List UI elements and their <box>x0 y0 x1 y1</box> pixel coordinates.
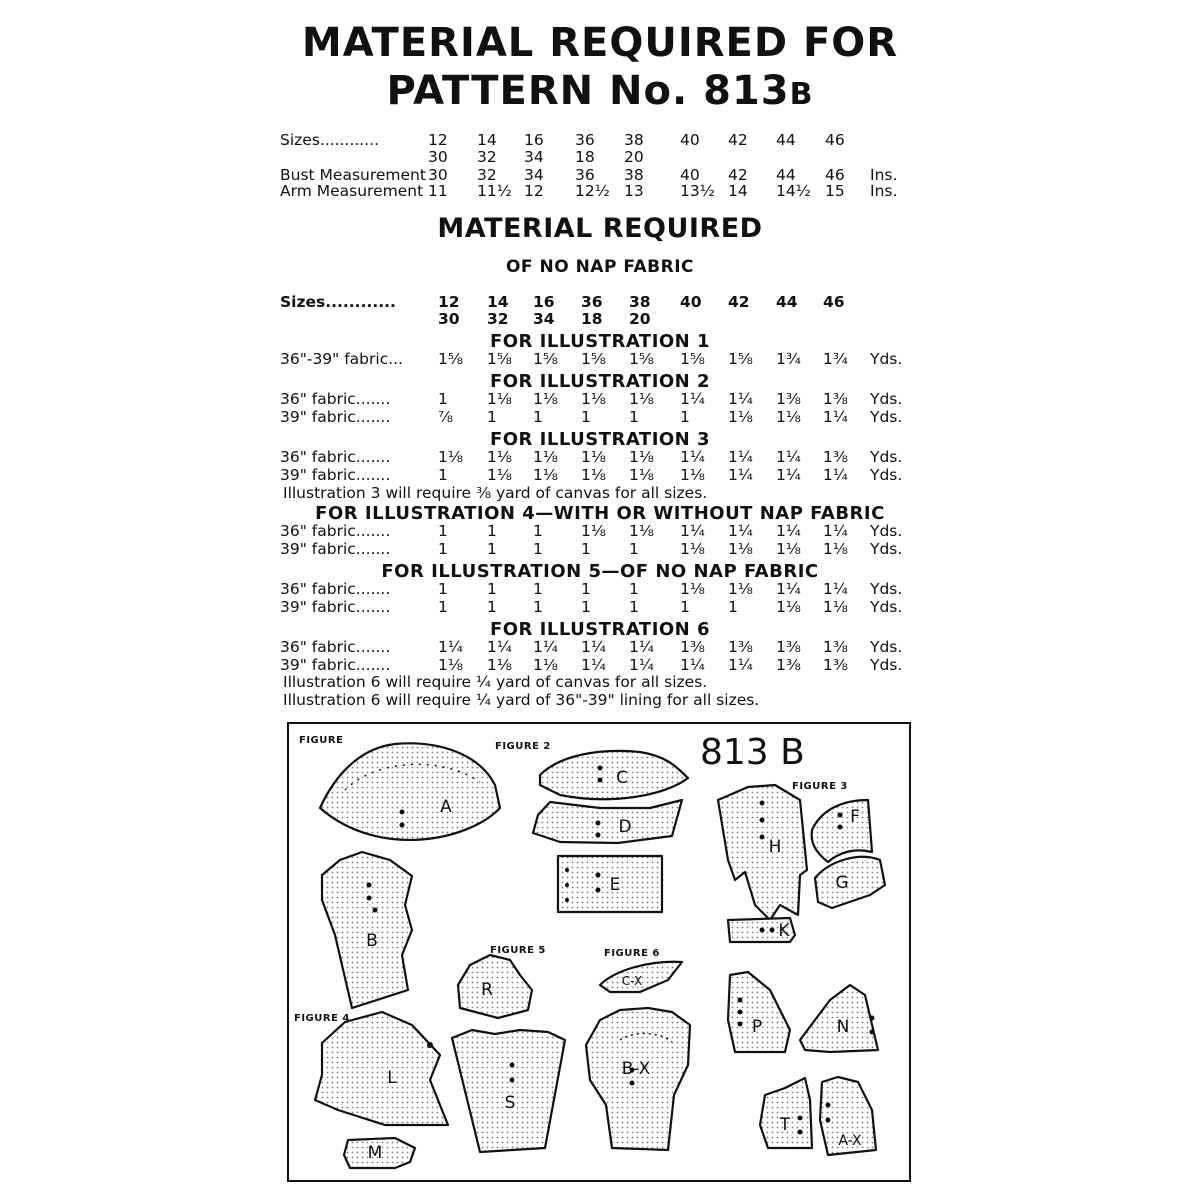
illustration-3-fabric-row-cell: 1⅛ <box>629 466 654 484</box>
piece-label-m: M <box>367 1143 383 1163</box>
piece-label-d: D <box>618 817 632 837</box>
illustration-1-fabric-row-unit: Yds. <box>870 350 903 368</box>
illustration-1-fabric-row-cell: 1⅝ <box>581 350 606 368</box>
illustration-5-fabric-row-label: 36" fabric....... <box>280 580 391 598</box>
bust-measurement-row-cell: 46 <box>825 166 845 184</box>
illustration-3-heading: FOR ILLUSTRATION 3 <box>489 429 711 450</box>
sizes-row-second-cell: 20 <box>624 148 644 166</box>
material-sizes-row-cell: 14 <box>487 293 509 311</box>
piece-label-g: G <box>835 873 849 893</box>
illustration-4-fabric-row-cell: 1¼ <box>823 522 848 540</box>
illustration-2-fabric-row-label: 36" fabric....... <box>280 390 391 408</box>
material-sizes-row-cell: 12 <box>438 293 460 311</box>
sizes-row-cell: 38 <box>624 131 644 149</box>
illustration-5-fabric-row-cell: 1 <box>487 580 497 598</box>
illustration-2-fabric-row-cell: 1⅛ <box>629 390 654 408</box>
piece-r <box>458 955 532 1018</box>
sizes-row-cell: 14 <box>477 131 497 149</box>
piece-label-c-x: C-X <box>621 974 643 988</box>
illustration-2-fabric-row-cell: 1⅛ <box>728 408 753 426</box>
illustration-6-fabric-row-cell: 1⅛ <box>487 656 512 674</box>
illustration-6-fabric-row-cell: 1⅜ <box>776 638 801 656</box>
material-sizes-row-cell: 16 <box>533 293 555 311</box>
illustration-4-fabric-row-cell: 1 <box>438 522 448 540</box>
bust-measurement-row-unit: Ins. <box>870 166 898 184</box>
material-sizes-row-cell: 46 <box>823 293 845 311</box>
illustration-3-fabric-row-cell: 1⅛ <box>438 448 463 466</box>
piece-c <box>540 751 688 799</box>
piece-label-t: T <box>779 1115 791 1135</box>
figure-label-6: FIGURE 6 <box>604 948 660 959</box>
illustration-3-note: Illustration 3 will require ⅜ yard of canvas for all sizes. <box>283 484 708 502</box>
illustration-2-fabric-row-cell: 1¼ <box>823 408 848 426</box>
piece-g <box>815 857 885 908</box>
material-subheading: OF NO NAP FABRIC <box>505 257 694 277</box>
page-title-line1: MATERIAL REQUIRED FOR <box>301 20 899 66</box>
illustration-2-fabric-row-cell: 1 <box>438 390 448 408</box>
illustration-3-fabric-row-label: 39" fabric....... <box>280 466 391 484</box>
illustration-5-fabric-row-cell: 1¼ <box>776 580 801 598</box>
illustration-4-fabric-row-cell: 1¼ <box>728 522 753 540</box>
illustration-2-fabric-row-cell: 1⅛ <box>581 390 606 408</box>
illustration-6-heading: FOR ILLUSTRATION 6 <box>489 619 711 640</box>
illustration-4-fabric-row-cell: 1 <box>438 540 448 558</box>
illustration-2-fabric-row-cell: 1 <box>487 408 497 426</box>
illustration-6-fabric-row-cell: 1⅜ <box>728 638 753 656</box>
illustration-5-fabric-row-cell: 1 <box>728 598 738 616</box>
bust-measurement-row-cell: 34 <box>524 166 544 184</box>
illustration-6-fabric-row-cell: 1⅜ <box>823 638 848 656</box>
illustration-2-fabric-row-cell: 1¼ <box>680 390 705 408</box>
arm-measurement-row-cell: 13 <box>624 182 644 200</box>
material-sizes-row-cell: 38 <box>629 293 651 311</box>
illustration-5-fabric-row-cell: 1⅛ <box>776 598 801 616</box>
illustration-6-fabric-row-unit: Yds. <box>870 638 903 656</box>
illustration-5-fabric-row-unit: Yds. <box>870 598 903 616</box>
illustration-4-fabric-row-unit: Yds. <box>870 522 903 540</box>
illustration-1-fabric-row-label: 36"-39" fabric... <box>280 350 404 368</box>
illustration-6-note: Illustration 6 will require ¼ yard of 36"-39" lining for all sizes. <box>283 691 760 709</box>
material-sizes-row-second-cell: 18 <box>581 310 603 328</box>
material-sizes-row-cell: 44 <box>776 293 798 311</box>
sizes-row-cell: 36 <box>575 131 595 149</box>
bust-measurement-row-label: Bust Measurement <box>280 166 426 184</box>
sizes-row-cell: 12 <box>428 131 448 149</box>
illustration-5-fabric-row-cell: 1 <box>438 598 448 616</box>
illustration-3-fabric-row-cell: 1⅛ <box>680 466 705 484</box>
illustration-1-fabric-row-cell: 1⅝ <box>487 350 512 368</box>
figure-label-5: FIGURE 5 <box>490 945 546 956</box>
illustration-6-fabric-row-unit: Yds. <box>870 656 903 674</box>
arm-measurement-row-cell: 14½ <box>776 182 811 200</box>
illustration-3-fabric-row-cell: 1 <box>438 466 448 484</box>
illustration-6-fabric-row-cell: 1⅛ <box>438 656 463 674</box>
figure-label-1: FIGURE <box>299 735 344 746</box>
illustration-6-fabric-row-cell: 1¼ <box>581 656 606 674</box>
illustration-3-fabric-row-cell: 1¼ <box>680 448 705 466</box>
illustration-2-fabric-row-cell: 1⅛ <box>533 390 558 408</box>
illustration-2-fabric-row-cell: 1⅛ <box>487 390 512 408</box>
sizes-row-cell: 44 <box>776 131 796 149</box>
illustration-6-fabric-row-cell: 1¼ <box>533 638 558 656</box>
illustration-2-fabric-row-cell: 1⅜ <box>776 390 801 408</box>
illustration-2-fabric-row-cell: 1 <box>533 408 543 426</box>
illustration-2-fabric-row-unit: Yds. <box>870 408 903 426</box>
piece-label-l: L <box>387 1068 397 1088</box>
illustration-1-fabric-row-cell: 1⅝ <box>680 350 705 368</box>
figure-label-2: FIGURE 2 <box>495 741 551 752</box>
arm-measurement-row-cell: 15 <box>825 182 845 200</box>
illustration-3-fabric-row-cell: 1⅛ <box>581 448 606 466</box>
sizes-row-cell: 46 <box>825 131 845 149</box>
illustration-4-fabric-row-cell: 1⅛ <box>581 522 606 540</box>
piece-label-p: P <box>751 1017 763 1037</box>
illustration-2-fabric-row-cell: 1 <box>680 408 690 426</box>
illustration-5-fabric-row-cell: 1⅛ <box>823 598 848 616</box>
illustration-4-fabric-row-cell: 1 <box>487 522 497 540</box>
illustration-6-fabric-row-cell: 1⅛ <box>533 656 558 674</box>
illustration-5-fabric-row-cell: 1⅛ <box>728 580 753 598</box>
piece-l <box>315 1012 448 1125</box>
bust-measurement-row-cell: 38 <box>624 166 644 184</box>
illustration-5-fabric-row-cell: 1 <box>581 598 591 616</box>
bust-measurement-row-cell: 44 <box>776 166 796 184</box>
piece-label-e: E <box>609 875 621 895</box>
material-sizes-row-cell: 40 <box>680 293 702 311</box>
illustration-5-fabric-row-cell: 1 <box>629 580 639 598</box>
illustration-3-fabric-row-cell: 1¼ <box>728 466 753 484</box>
illustration-4-fabric-row-cell: 1 <box>533 522 543 540</box>
bust-measurement-row-cell: 42 <box>728 166 748 184</box>
figure-pattern-number: 813 B <box>700 732 805 773</box>
illustration-2-heading: FOR ILLUSTRATION 2 <box>489 371 711 392</box>
illustration-5-fabric-row-cell: 1 <box>533 598 543 616</box>
illustration-5-fabric-row-cell: 1 <box>581 580 591 598</box>
piece-b <box>322 852 412 1008</box>
illustration-5-fabric-row-cell: 1 <box>533 580 543 598</box>
arm-measurement-row-cell: 14 <box>728 182 748 200</box>
illustration-6-fabric-row-cell: 1¼ <box>629 638 654 656</box>
material-sizes-row-second-cell: 34 <box>533 310 555 328</box>
illustration-4-fabric-row-cell: 1¼ <box>680 522 705 540</box>
illustration-5-fabric-row-unit: Yds. <box>870 580 903 598</box>
illustration-2-fabric-row-cell: 1⅜ <box>823 390 848 408</box>
illustration-1-fabric-row-cell: 1⅝ <box>728 350 753 368</box>
material-sizes-row-cell: 42 <box>728 293 750 311</box>
material-sizes-row-cell: 36 <box>581 293 603 311</box>
illustration-3-fabric-row-cell: 1⅜ <box>823 448 848 466</box>
piece-label-r: R <box>481 980 493 1000</box>
illustration-1-fabric-row-cell: 1⅝ <box>438 350 463 368</box>
illustration-4-fabric-row-label: 39" fabric....... <box>280 540 391 558</box>
illustration-5-fabric-row-cell: 1 <box>629 598 639 616</box>
illustration-6-fabric-row-cell: 1¼ <box>487 638 512 656</box>
illustration-2-fabric-row-cell: ⅞ <box>438 408 454 426</box>
illustration-3-fabric-row-cell: 1⅛ <box>629 448 654 466</box>
illustration-5-fabric-row-cell: 1 <box>680 598 690 616</box>
piece-f <box>812 800 872 862</box>
material-sizes-row-second-cell: 30 <box>438 310 460 328</box>
illustration-1-heading: FOR ILLUSTRATION 1 <box>489 331 711 352</box>
illustration-4-fabric-row-cell: 1 <box>581 540 591 558</box>
bust-measurement-row-cell: 36 <box>575 166 595 184</box>
piece-label-n: N <box>836 1017 850 1037</box>
sizes-row-second-cell: 34 <box>524 148 544 166</box>
illustration-4-fabric-row-cell: 1⅛ <box>629 522 654 540</box>
illustration-3-fabric-row-cell: 1⅛ <box>581 466 606 484</box>
piece-label-a: A <box>440 797 452 817</box>
piece-label-b-x: B-X <box>621 1059 651 1079</box>
illustration-4-fabric-row-cell: 1 <box>487 540 497 558</box>
bust-measurement-row-cell: 30 <box>428 166 448 184</box>
illustration-6-fabric-row-cell: 1¼ <box>680 656 705 674</box>
piece-d <box>533 800 682 843</box>
piece-label-b: B <box>366 931 378 951</box>
pattern-suffix: B <box>789 77 814 112</box>
illustration-4-heading: FOR ILLUSTRATION 4—WITH OR WITHOUT NAP FABRIC <box>315 503 885 524</box>
material-sizes-row-second-cell: 32 <box>487 310 509 328</box>
illustration-3-fabric-row-cell: 1⅛ <box>533 448 558 466</box>
illustration-4-fabric-row-cell: 1 <box>629 540 639 558</box>
sizes-row-cell: 42 <box>728 131 748 149</box>
arm-measurement-row-cell: 11½ <box>477 182 512 200</box>
arm-measurement-row-cell: 12½ <box>575 182 610 200</box>
piece-label-f: F <box>850 807 860 827</box>
illustration-5-fabric-row-label: 39" fabric....... <box>280 598 391 616</box>
illustration-6-note: Illustration 6 will require ¼ yard of canvas for all sizes. <box>283 673 708 691</box>
material-sizes-row-second-cell: 20 <box>629 310 651 328</box>
illustration-3-fabric-row-unit: Yds. <box>870 466 903 484</box>
illustration-4-fabric-row-cell: 1¼ <box>776 522 801 540</box>
bust-measurement-row-cell: 32 <box>477 166 497 184</box>
piece-a <box>320 743 500 840</box>
arm-measurement-row-cell: 12 <box>524 182 544 200</box>
illustration-5-fabric-row-cell: 1 <box>438 580 448 598</box>
sizes-row-second-cell: 30 <box>428 148 448 166</box>
piece-p <box>728 972 790 1052</box>
material-heading: MATERIAL REQUIRED <box>437 213 763 244</box>
piece-s <box>452 1030 565 1152</box>
illustration-3-fabric-row-cell: 1⅛ <box>487 448 512 466</box>
sizes-row-cell: 40 <box>680 131 700 149</box>
sizes-row-second-cell: 32 <box>477 148 497 166</box>
illustration-4-fabric-row-label: 36" fabric....... <box>280 522 391 540</box>
illustration-6-fabric-row-cell: 1⅜ <box>823 656 848 674</box>
illustration-6-fabric-row-label: 36" fabric....... <box>280 638 391 656</box>
illustration-5-fabric-row-cell: 1⅛ <box>680 580 705 598</box>
arm-measurement-row-label: Arm Measurement <box>280 182 424 200</box>
illustration-6-fabric-row-cell: 1⅜ <box>776 656 801 674</box>
illustration-3-fabric-row-cell: 1⅛ <box>533 466 558 484</box>
illustration-6-fabric-row-cell: 1⅜ <box>680 638 705 656</box>
illustration-3-fabric-row-unit: Yds. <box>870 448 903 466</box>
piece-label-a-x: A-X <box>838 1133 862 1149</box>
illustration-3-fabric-row-cell: 1⅛ <box>487 466 512 484</box>
illustration-4-fabric-row-cell: 1⅛ <box>776 540 801 558</box>
piece-label-k: K <box>778 921 790 941</box>
arm-measurement-row-cell: 13½ <box>680 182 715 200</box>
piece-b-x <box>586 1008 690 1150</box>
illustration-4-fabric-row-cell: 1⅛ <box>680 540 705 558</box>
sizes-row-second-cell: 18 <box>575 148 595 166</box>
illustration-1-fabric-row-cell: 1⅝ <box>629 350 654 368</box>
arm-measurement-row-cell: 11 <box>428 182 448 200</box>
illustration-2-fabric-row-cell: 1⅛ <box>776 408 801 426</box>
illustration-5-fabric-row-cell: 1 <box>487 598 497 616</box>
figure-label-3: FIGURE 3 <box>792 781 848 792</box>
illustration-1-fabric-row-cell: 1¾ <box>823 350 848 368</box>
illustration-6-fabric-row-cell: 1¼ <box>728 656 753 674</box>
illustration-4-fabric-row-cell: 1⅛ <box>728 540 753 558</box>
illustration-5-heading: FOR ILLUSTRATION 5—OF NO NAP FABRIC <box>381 561 819 582</box>
illustration-4-fabric-row-cell: 1⅛ <box>823 540 848 558</box>
arm-measurement-row-unit: Ins. <box>870 182 898 200</box>
illustration-3-fabric-row-cell: 1¼ <box>728 448 753 466</box>
illustration-2-fabric-row-cell: 1¼ <box>728 390 753 408</box>
piece-t <box>760 1078 812 1148</box>
illustration-2-fabric-row-cell: 1 <box>581 408 591 426</box>
figure-label-4: FIGURE 4 <box>294 1013 350 1024</box>
illustration-2-fabric-row-unit: Yds. <box>870 390 903 408</box>
illustration-2-fabric-row-label: 39" fabric....... <box>280 408 391 426</box>
illustration-3-fabric-row-cell: 1¼ <box>823 466 848 484</box>
illustration-3-fabric-row-cell: 1¼ <box>776 448 801 466</box>
illustration-1-fabric-row-cell: 1¾ <box>776 350 801 368</box>
illustration-6-fabric-row-cell: 1¼ <box>438 638 463 656</box>
material-sizes-row-label: Sizes............ <box>280 293 396 311</box>
illustration-4-fabric-row-unit: Yds. <box>870 540 903 558</box>
bust-measurement-row-cell: 40 <box>680 166 700 184</box>
illustration-4-fabric-row-cell: 1 <box>533 540 543 558</box>
piece-label-c: C <box>616 768 628 788</box>
sizes-row-cell: 16 <box>524 131 544 149</box>
sizes-row-label: Sizes............ <box>280 131 380 149</box>
piece-label-h: H <box>768 837 782 857</box>
illustration-1-fabric-row-cell: 1⅝ <box>533 350 558 368</box>
illustration-2-fabric-row-cell: 1 <box>629 408 639 426</box>
illustration-5-fabric-row-cell: 1¼ <box>823 580 848 598</box>
illustration-3-fabric-row-cell: 1¼ <box>776 466 801 484</box>
pattern-number: PATTERN No. 813 <box>386 68 790 114</box>
piece-label-s: S <box>504 1093 516 1113</box>
illustration-3-fabric-row-label: 36" fabric....... <box>280 448 391 466</box>
illustration-6-fabric-row-cell: 1¼ <box>629 656 654 674</box>
illustration-6-fabric-row-cell: 1¼ <box>581 638 606 656</box>
illustration-6-fabric-row-label: 39" fabric....... <box>280 656 391 674</box>
